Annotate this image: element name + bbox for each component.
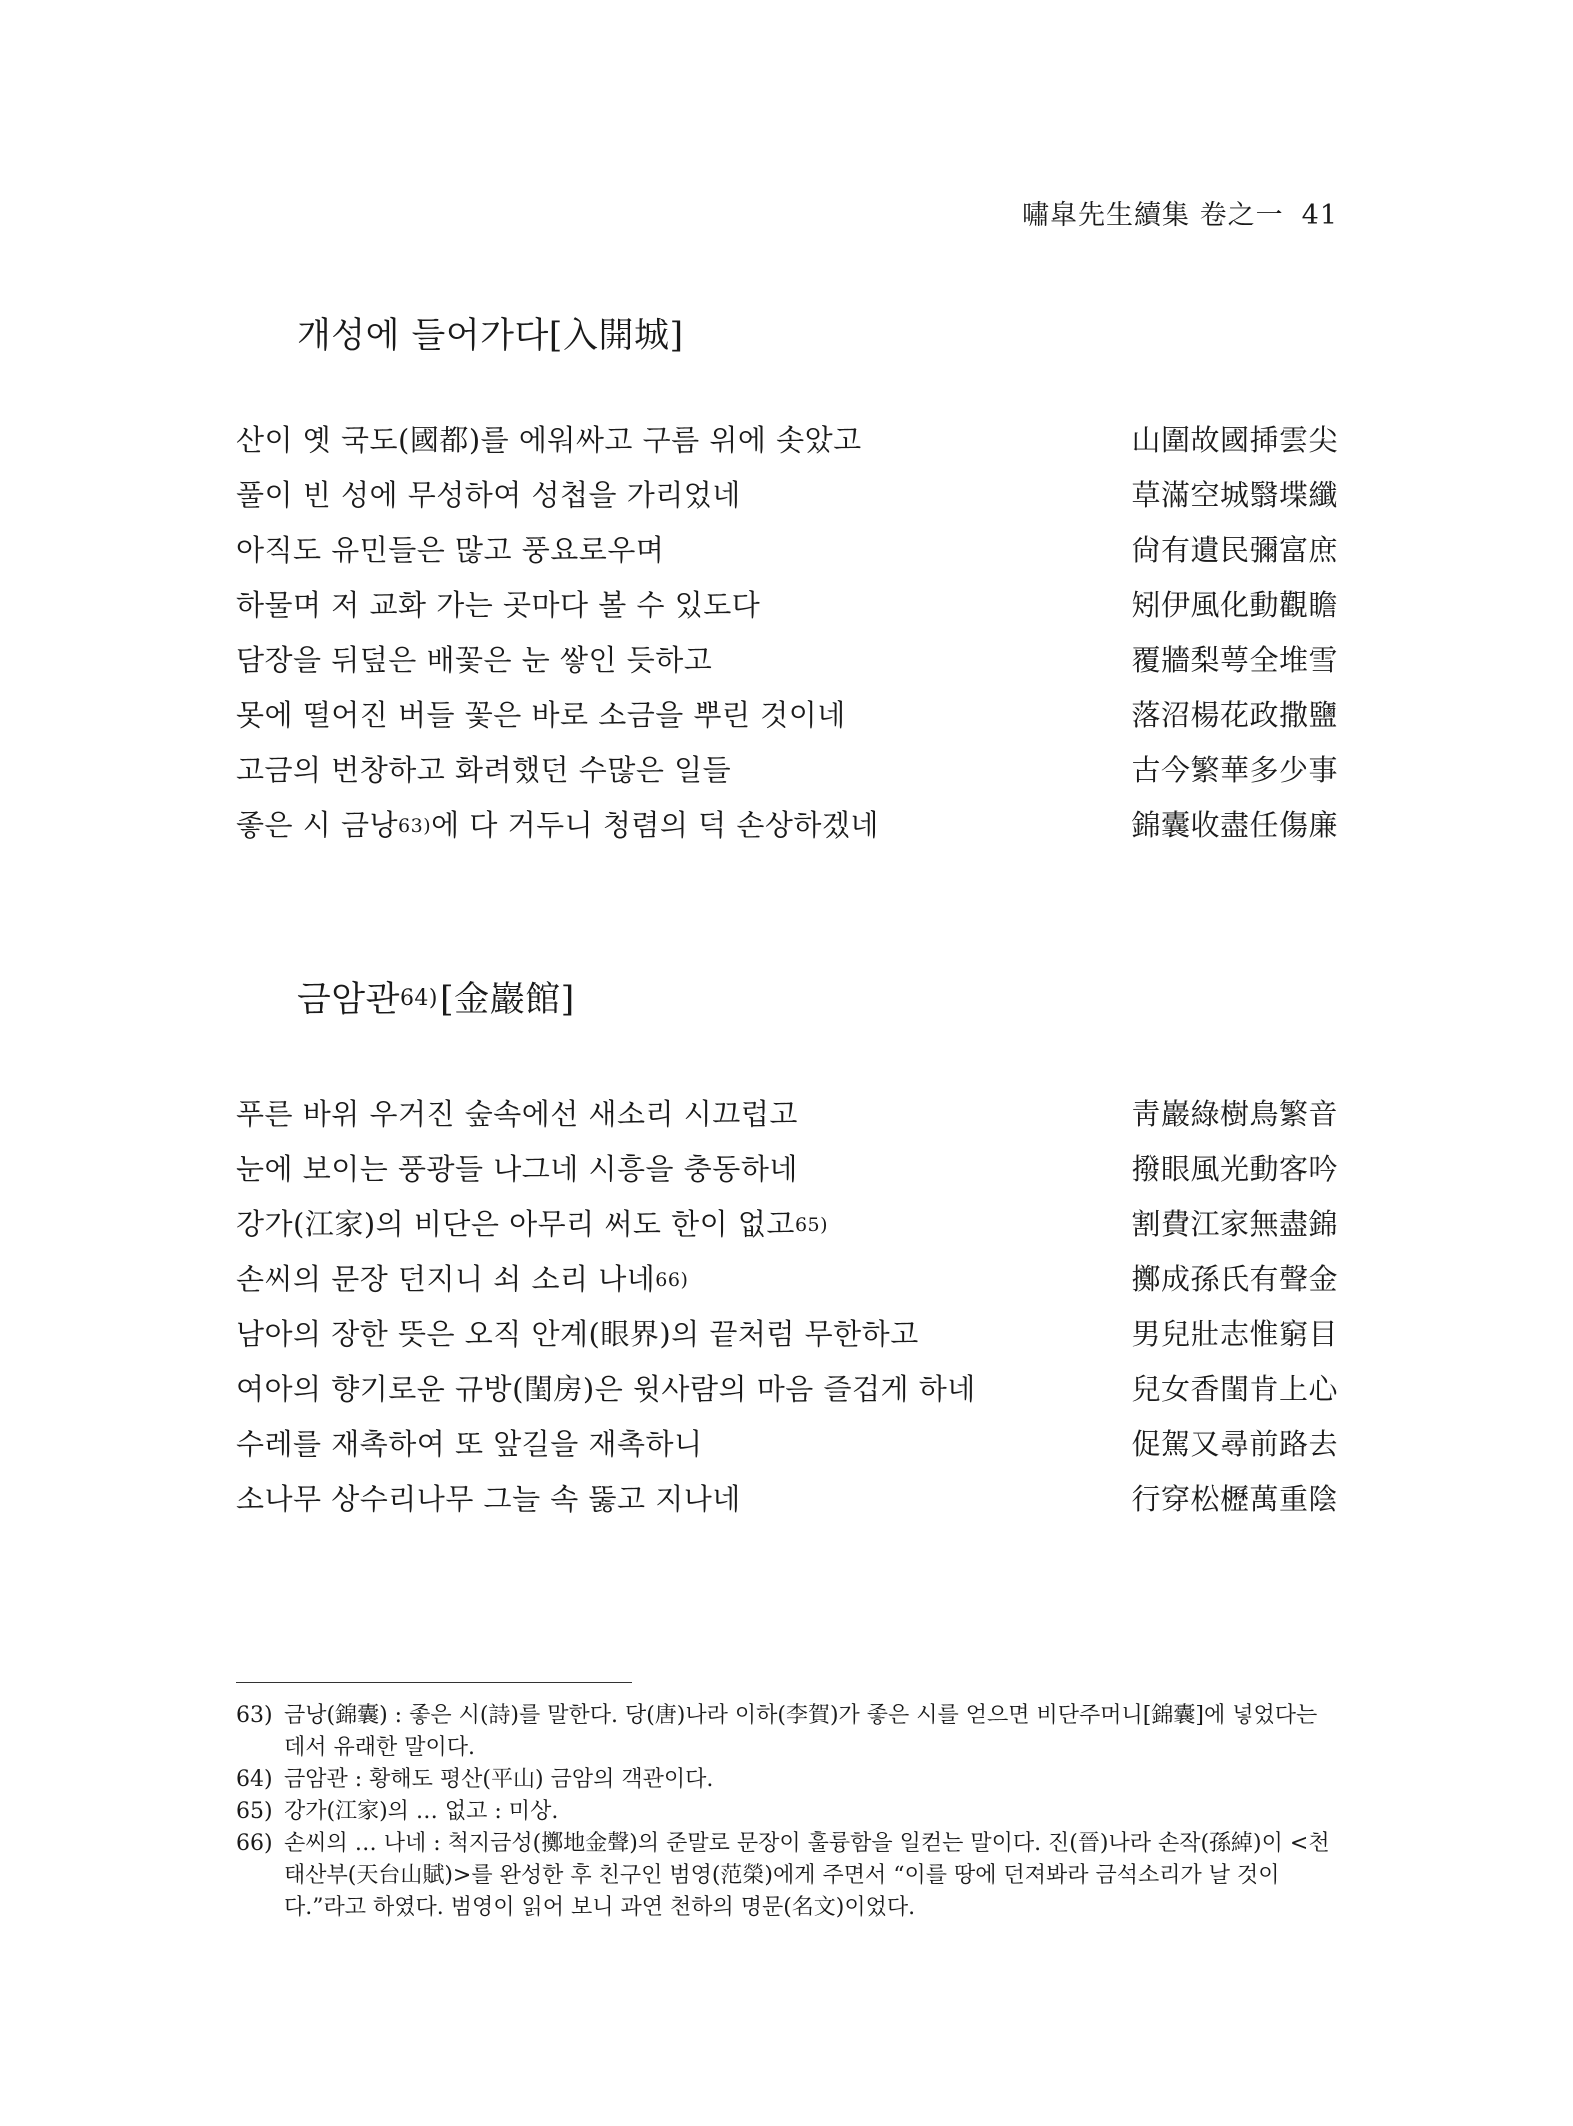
chinese-line: 錦囊收盡任傷廉 [1131, 808, 1338, 842]
chinese-line: 割費江家無盡錦 [1131, 1207, 1338, 1241]
page-number: 41 [1301, 200, 1338, 231]
footnote-text: 손씨의 … 나네 : 척지금성(擲地金聲)의 준말로 문장이 훌륭함을 일컫는 말이다. 진(晉)나라 손작(孫綽)이 <천태산부(天台山賦)>를 완성한 후 친구인 범영(范榮)에게 주면서 “이를 땅에 던져봐라 금석소리가 날 것이다.”라고 하였다. 범영이 읽어 보니 과연 천하의 명문(名文)이었다. [284, 1831, 1330, 1920]
korean-line: 눈에 보이는 풍광들 나그네 시흥을 충동하네 [236, 1152, 798, 1186]
poem-title [297, 308, 684, 358]
poem-title-korean: 금암관 [297, 980, 400, 1020]
korean-line: 여아의 향기로운 규방(閨房)은 윗사람의 마음 즐겁게 하네 [236, 1372, 976, 1406]
chinese-line: 落沼楊花政撒鹽 [1131, 698, 1338, 732]
korean-line: 남아의 장한 뜻은 오직 안계(眼界)의 끝처럼 무한하고 [236, 1317, 919, 1351]
poem-line [236, 1092, 1338, 1147]
poem-line [236, 1367, 1338, 1422]
korean-line-part: 손씨의 문장 던지니 쇠 소리 나네 [236, 1262, 656, 1296]
footnote-divider [236, 1682, 632, 1683]
chinese-line: 擲成孫氏有聲金 [1131, 1262, 1338, 1296]
korean-line-part: 좋은 시 금낭 [236, 808, 399, 842]
korean-line: 풀이 빈 성에 무성하여 성첩을 가리었네 [236, 478, 741, 512]
poem-title-korean: 개성에 들어가다 [297, 316, 549, 356]
korean-line [236, 803, 879, 844]
korean-line: 고금의 번창하고 화려했던 수많은 일들 [236, 753, 732, 787]
footnote [236, 1700, 1338, 1764]
chinese-line: 促駕又尋前路去 [1131, 1427, 1338, 1461]
chinese-line: 覆牆梨萼全堆雪 [1131, 643, 1338, 677]
korean-line: 소나무 상수리나무 그늘 속 뚫고 지나네 [236, 1482, 741, 1516]
poem-line [236, 693, 1338, 748]
poem-title-chinese: [金巖館] [440, 980, 575, 1020]
poem-line [236, 1477, 1338, 1532]
poem-line [236, 1312, 1338, 1367]
korean-line: 담장을 뒤덮은 배꽃은 눈 쌓인 듯하고 [236, 643, 713, 677]
chinese-line: 草滿空城翳堞纖 [1131, 478, 1338, 512]
footnote-text: 강가(江家)의 … 없고 : 미상. [284, 1799, 559, 1824]
poem-line [236, 418, 1338, 473]
poem-line [236, 583, 1338, 638]
korean-line: 푸른 바위 우거진 숲속에선 새소리 시끄럽고 [236, 1097, 798, 1131]
poem-line [236, 1147, 1338, 1202]
footnote-ref: 65) [794, 1214, 829, 1236]
chinese-line: 靑巖綠樹鳥繁音 [1131, 1097, 1338, 1131]
chinese-line: 尙有遺民彌富庶 [1131, 533, 1338, 567]
poem-line [236, 1257, 1338, 1312]
footnote-number: 63) [236, 1703, 273, 1728]
korean-line: 수레를 재촉하여 또 앞길을 재촉하니 [236, 1427, 703, 1461]
chinese-line: 兒女香閨肯上心 [1131, 1372, 1338, 1406]
poem-line [236, 638, 1338, 693]
footnote [236, 1764, 1338, 1796]
poem-body [236, 1092, 1338, 1532]
poem-body [236, 418, 1338, 858]
poem-line [236, 748, 1338, 803]
korean-line: 산이 옛 국도(國都)를 에워싸고 구름 위에 솟았고 [236, 423, 862, 457]
footnote-text: 금암관 : 황해도 평산(平山) 금암의 객관이다. [284, 1767, 714, 1792]
korean-line-part: 에 다 거두니 청렴의 덕 손상하겠네 [431, 808, 879, 842]
chinese-line: 撥眼風光動客吟 [1131, 1152, 1338, 1186]
korean-line-part: 강가(江家)의 비단은 아무리 써도 한이 없고 [236, 1207, 795, 1241]
chinese-line: 矧伊風化動觀瞻 [1131, 588, 1338, 622]
footnote-number: 65) [236, 1799, 273, 1824]
footnote [236, 1828, 1338, 1924]
footnote-number: 66) [236, 1831, 273, 1856]
footnote-text: 금낭(錦囊) : 좋은 시(詩)를 말한다. 당(唐)나라 이하(李賀)가 좋은 시를 얻으면 비단주머니[錦囊]에 넣었다는 데서 유래한 말이다. [284, 1703, 1318, 1760]
poem-line [236, 1422, 1338, 1477]
footnotes [236, 1700, 1338, 1924]
footnote-ref: 66) [655, 1269, 689, 1291]
poem-title [297, 972, 575, 1022]
footnote-number: 64) [236, 1767, 273, 1792]
chinese-line: 山圍故國揷雲尖 [1131, 423, 1338, 457]
book-title: 嘯皐先生續集 卷之一 [1022, 200, 1284, 231]
poem-line [236, 473, 1338, 528]
running-header [1022, 193, 1338, 232]
korean-line [236, 1257, 688, 1298]
footnote [236, 1796, 1338, 1828]
footnote-ref: 63) [398, 815, 432, 837]
korean-line: 아직도 유민들은 많고 풍요로우며 [236, 533, 665, 567]
footnote-ref: 64) [399, 986, 439, 1011]
korean-line: 하물며 저 교화 가는 곳마다 볼 수 있도다 [236, 588, 761, 622]
poem-line [236, 528, 1338, 583]
chinese-line: 古今繁華多少事 [1131, 753, 1338, 787]
poem-line [236, 803, 1338, 858]
korean-line [236, 1202, 828, 1243]
chinese-line: 行穿松櫪萬重陰 [1131, 1482, 1338, 1516]
poem-title-chinese: [入開城] [548, 316, 684, 356]
chinese-line: 男兒壯志惟窮目 [1131, 1317, 1338, 1351]
korean-line: 못에 떨어진 버들 꽃은 바로 소금을 뿌린 것이네 [236, 698, 846, 732]
poem-line [236, 1202, 1338, 1257]
